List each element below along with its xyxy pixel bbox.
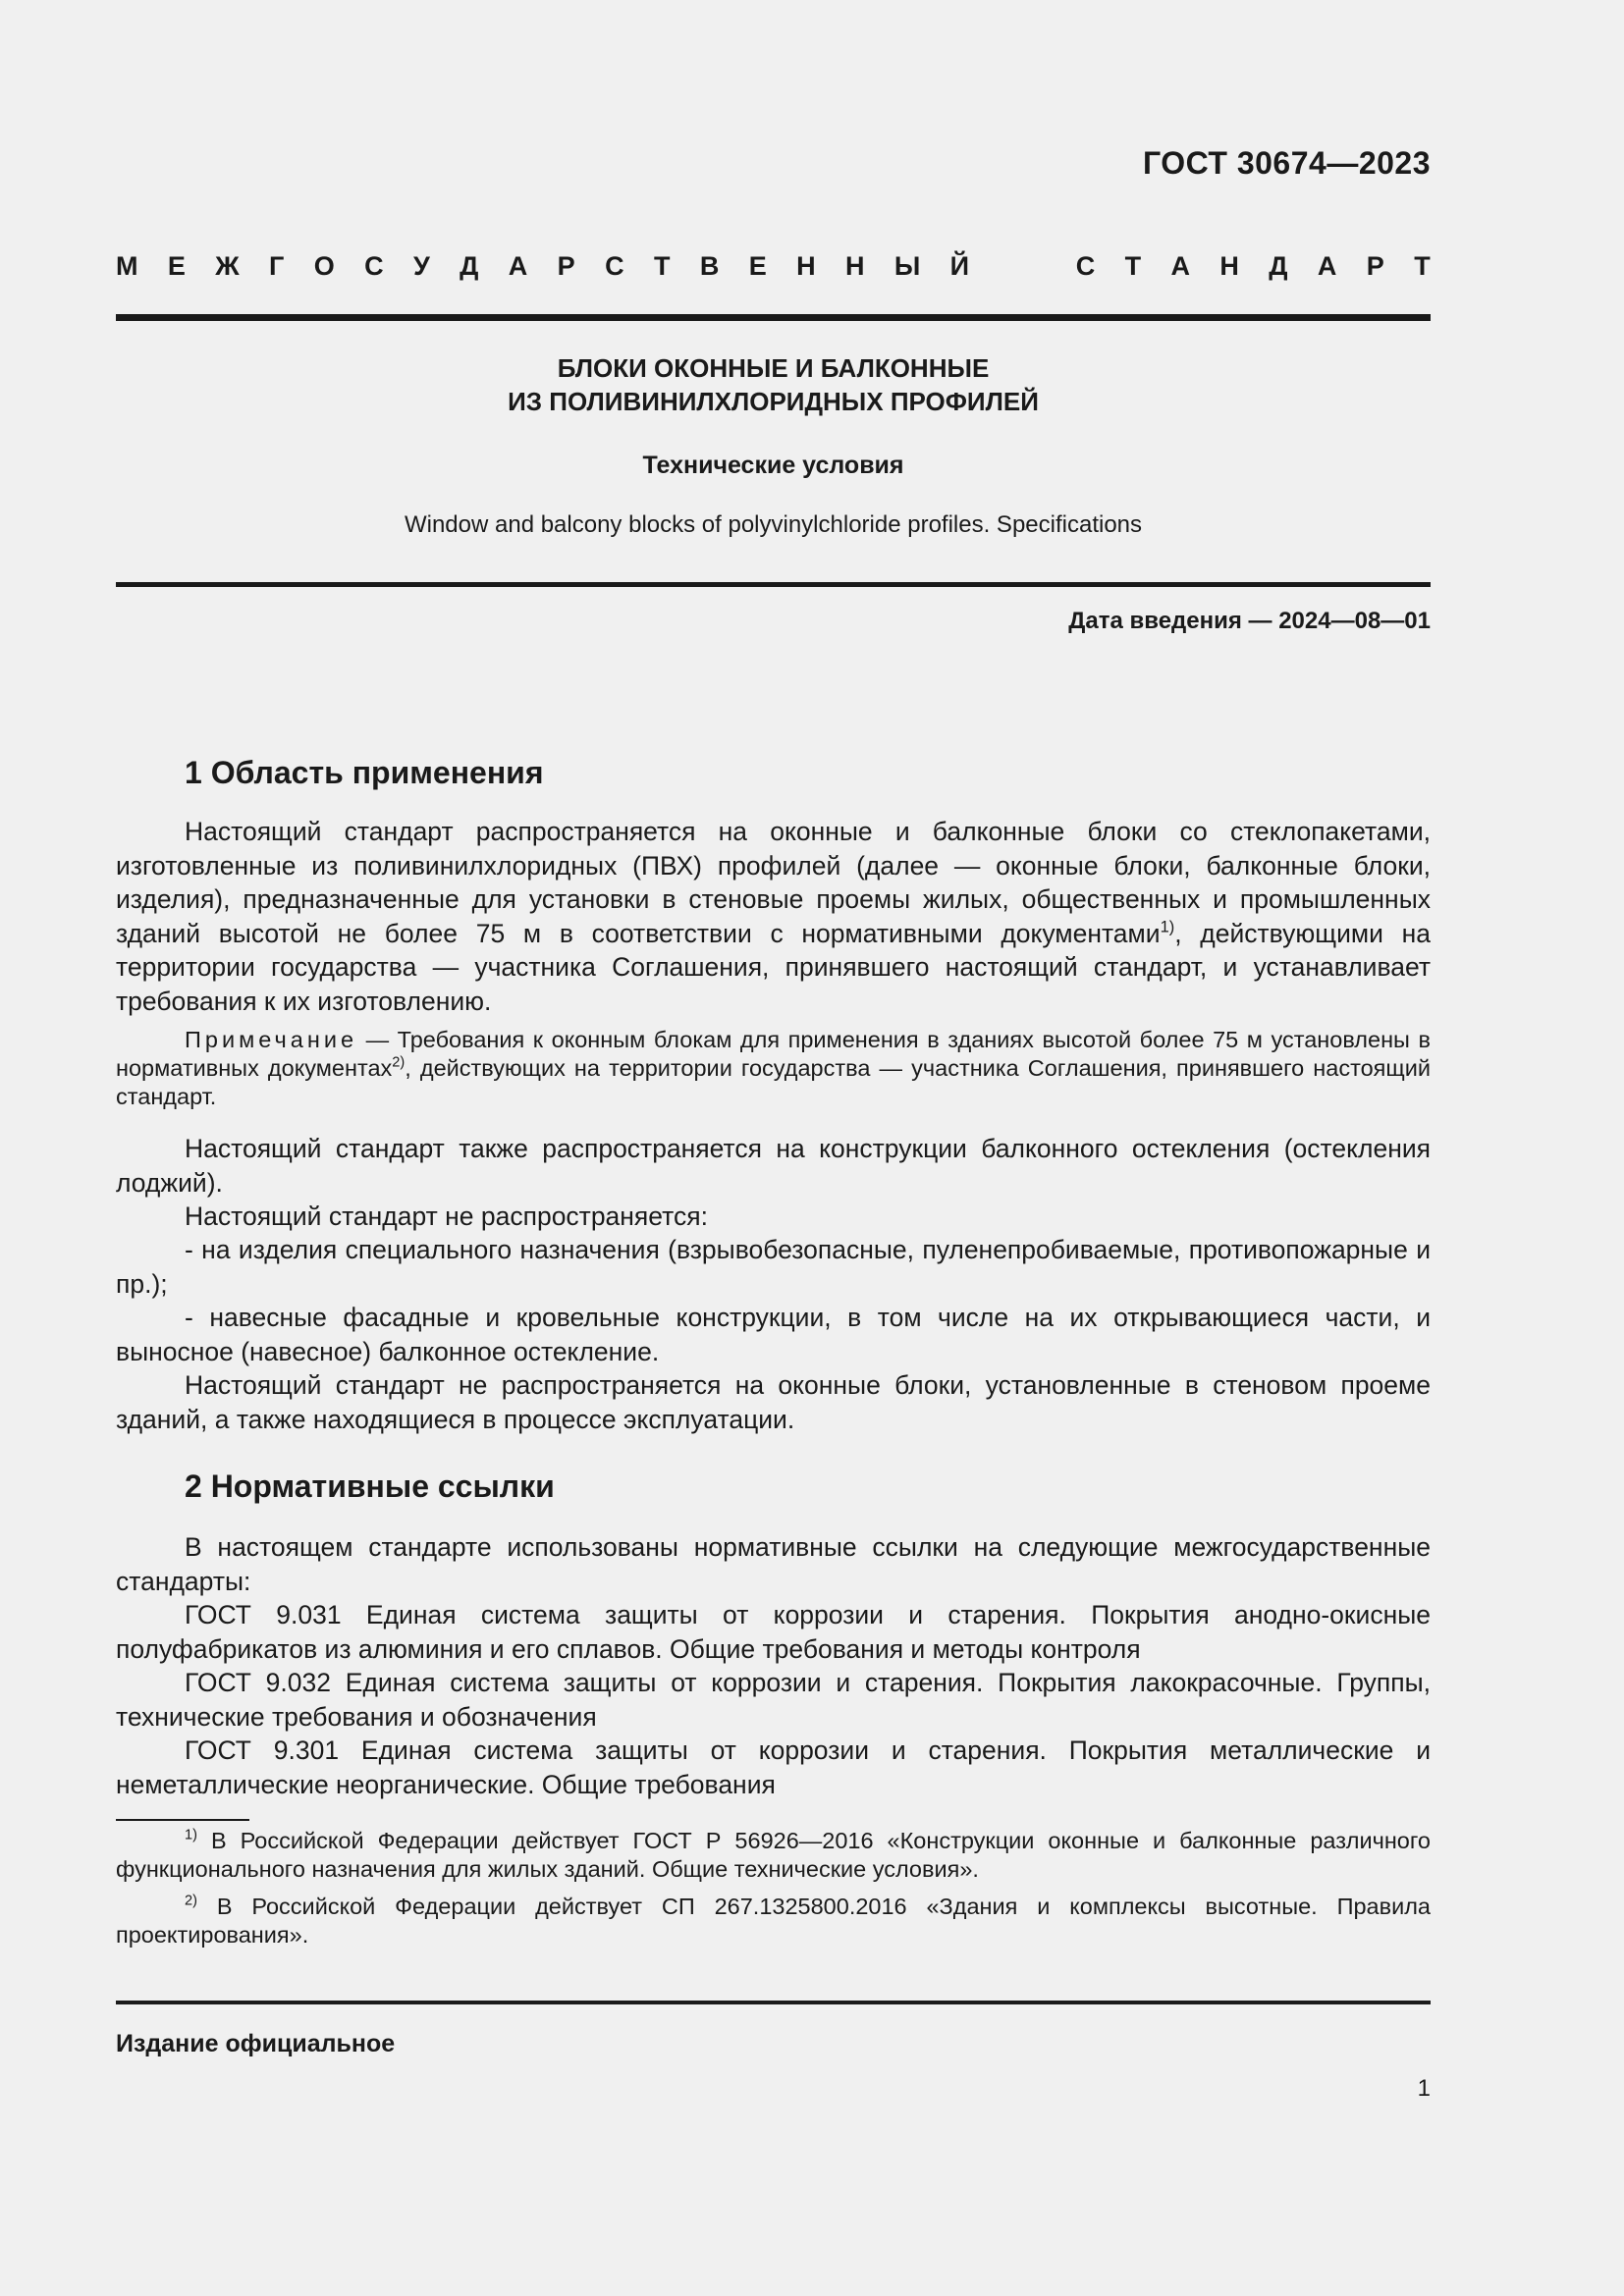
standard-type-letter: С (364, 251, 384, 281)
footnote-ref-2: 2) (392, 1054, 406, 1071)
standard-type-letter: А (1170, 251, 1191, 281)
standard-type-letter: Е (167, 251, 186, 281)
standard-type-letter: Й (949, 251, 970, 281)
footnote-1 (116, 1827, 1431, 1884)
document-number: ГОСТ 30674—2023 (1142, 145, 1431, 181)
footnote-ref-1: 1) (1160, 917, 1175, 935)
standard-type-letter: Н (844, 251, 865, 281)
english-title: Window and balcony blocks of polyvinylchloride profiles. Specifications (404, 511, 1143, 538)
title-line-1: БЛОКИ ОКОННЫЕ И БАЛКОННЫЕ (557, 353, 990, 383)
note-text: — Требования к оконным блокам для применения в зданиях высотой более 75 м установлены в нормативных документах (116, 1027, 1431, 1081)
section-2-reference-3: ГОСТ 9.301 Единая система защиты от коррозии и старения. Покрытия металлические и неметаллические неорганические. Общие требования (116, 1735, 1431, 1799)
standard-type-letter: Т (1124, 251, 1142, 281)
standard-type-letter: А (1317, 251, 1337, 281)
standard-type-letter: Е (748, 251, 767, 281)
section-1-paragraph-3: Настоящий стандарт не распространяется: (185, 1201, 708, 1231)
standard-type-letter: У (413, 251, 430, 281)
standard-type-letter: М (116, 251, 138, 281)
standard-type-letter: Н (796, 251, 816, 281)
standard-type-letter: А (508, 251, 528, 281)
document-title (116, 351, 1431, 418)
standard-type-letter: С (605, 251, 624, 281)
section-1-dash-item-1: - на изделия специального назначения (взрывобезопасные, пуленепробиваемые, противопожарные и пр.); (116, 1235, 1431, 1299)
footnote-2 (116, 1893, 1431, 1949)
standard-type-letter: Ж (215, 251, 240, 281)
standard-type-heading (116, 251, 1431, 282)
standard-type-letter: Т (653, 251, 671, 281)
introduction-date: Дата введения — 2024—08—01 (1068, 608, 1431, 634)
standard-type-letter: Т (1414, 251, 1431, 281)
standard-type-letter: Д (1269, 251, 1288, 281)
standard-type-letter: Д (460, 251, 479, 281)
section-2-paragraph-1: В настоящем стандарте использованы нормативные ссылки на следующие межгосударственные стандарты: (116, 1532, 1431, 1596)
title-rule (116, 582, 1431, 587)
footnote-2-mark: 2) (185, 1893, 197, 1909)
footer-rule (116, 2001, 1431, 2004)
section-2-reference-1: ГОСТ 9.031 Единая система защиты от коррозии и старения. Покрытия анодно-окисные полуфабрикатов из алюминия и его сплавов. Общие требования и методы контроля (116, 1600, 1431, 1664)
title-line-2: ИЗ ПОЛИВИНИЛХЛОРИДНЫХ ПРОФИЛЕЙ (508, 387, 1039, 416)
word-gap (999, 251, 1046, 282)
standard-type-letter: Г (269, 251, 285, 281)
section-2-reference-2: ГОСТ 9.032 Единая система защиты от коррозии и старения. Покрытия лакокрасочные. Группы, технические требования и обозначения (116, 1668, 1431, 1732)
page-number: 1 (1417, 2075, 1431, 2102)
document-subtitle: Технические условия (642, 452, 904, 479)
footnote-2-text: В Российской Федерации действует СП 267.1325800.2016 «Здания и комплексы высотные. Правила проектирования». (116, 1894, 1431, 1948)
section-1-heading: 1 Область применения (185, 755, 544, 790)
section-1-paragraph-1 (116, 815, 1431, 1018)
standard-type-letter: Р (557, 251, 575, 281)
footnote-separator (116, 1819, 249, 1821)
standard-type-letter: О (313, 251, 335, 281)
header-rule (116, 314, 1431, 321)
footnote-1-text: В Российской Федерации действует ГОСТ Р 56926—2016 «Конструкции оконные и балконные различного функционального назначения для жилых зданий. Общие технические условия». (116, 1828, 1431, 1882)
standard-type-letter: Ы (893, 251, 921, 281)
standard-type-letter: С (1075, 251, 1096, 281)
section-2-heading: 2 Нормативные ссылки (185, 1468, 555, 1504)
section-1-paragraph-4: Настоящий стандарт не распространяется на оконные блоки, установленные в стеновом проеме зданий, а также находящиеся в процессе эксплуатации. (116, 1370, 1431, 1434)
paragraph-text: , действующими на территории государства — участника Соглашения, принявшего настоящий стандарт, и устанавливает требования к их изготовлению. (116, 918, 1431, 1016)
paragraph-text: Настоящий стандарт распространяется на оконные и балконные блоки со стеклопакетами, изготовленные из поливинилхлоридных (ПВХ) профилей (далее — оконные блоки, балконные блоки, изделия), предназначенные для установки в стеновые проемы жилых, общественных и промышленных зданий высотой не более 75 м в соответствии с нормативными документами (116, 817, 1431, 948)
section-1-note (116, 1026, 1431, 1111)
note-label: Примечание (185, 1027, 358, 1052)
standard-type-letter: Р (1366, 251, 1384, 281)
standard-type-letter: Н (1219, 251, 1239, 281)
standard-type-letter: В (699, 251, 720, 281)
section-1-paragraph-2: Настоящий стандарт также распространяется на конструкции балконного остекления (остекления лоджий). (116, 1134, 1431, 1198)
section-1-dash-item-2: - навесные фасадные и кровельные конструкции, в том числе на их открывающиеся части, и выносное (навесное) балконное остекление. (116, 1303, 1431, 1366)
footnote-1-mark: 1) (185, 1827, 197, 1843)
official-edition-label: Издание официальное (116, 2030, 396, 2057)
note-text: , действующих на территории государства — участника Соглашения, принявшего настоящий стандарт. (116, 1055, 1431, 1109)
